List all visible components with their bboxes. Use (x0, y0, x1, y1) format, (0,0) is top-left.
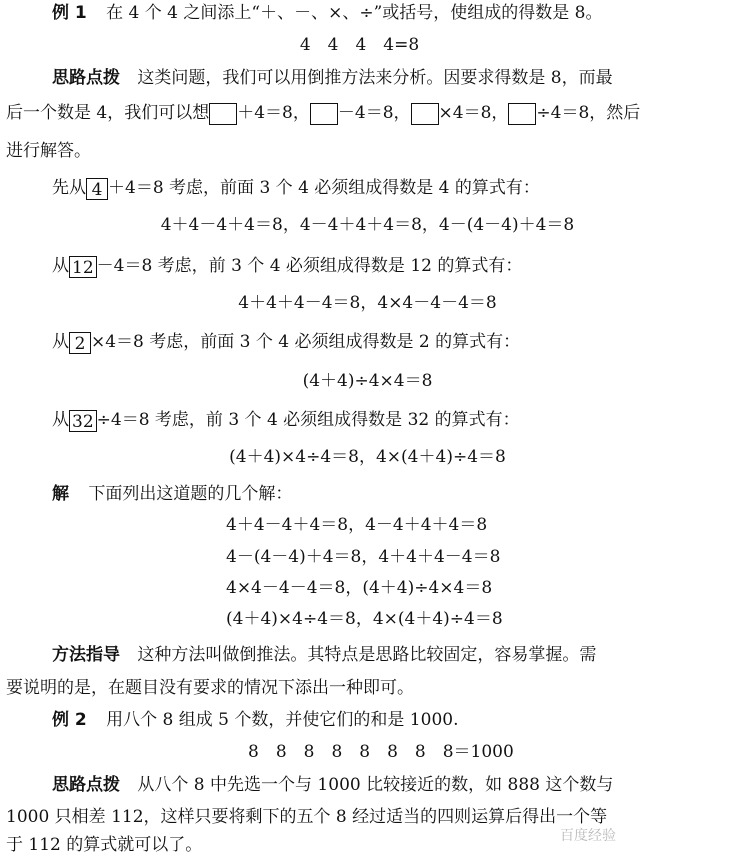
method-line-2: 要说明的是，在题目没有要求的情况下添出一种即可。 (6, 678, 414, 698)
step-4-formula: (4＋4)×4÷4＝8，4×(4＋4)÷4＝8 (229, 447, 506, 467)
step-1-box: 4 (86, 178, 108, 200)
hint-2-line-3: 于 112 的算式就可以了。 (6, 835, 203, 855)
example-1-equation: 4 4 4 4=8 (299, 35, 420, 55)
hint-1-line-2 (6, 102, 735, 125)
op-times: ×4＝8， (438, 103, 509, 123)
hint-1-line-2-pre: 后一个数是 4，我们可以想 (6, 103, 210, 123)
op-plus: ＋4＝8， (237, 103, 310, 123)
blank-box (508, 103, 536, 125)
step-4-line (52, 409, 735, 432)
hint-1-line-3: 进行解答。 (6, 141, 91, 161)
hint-1-label: 思路点拨 (52, 68, 120, 88)
method-label: 方法指导 (52, 645, 120, 665)
step-4-post: ÷4＝8 考虑，前 3 个 4 必须组成得数是 32 的算式有： (96, 410, 520, 430)
hint-1-line-1 (52, 67, 735, 89)
blank-box (209, 103, 237, 125)
method-text: 这种方法叫做倒推法。其特点是思路比较固定，容易掌握。需 (137, 645, 597, 665)
op-divide: ÷4＝8，然后 (536, 103, 641, 123)
step-1-pre: 先从 (52, 178, 86, 198)
solution-line-1: 4＋4－4＋4＝8，4－4＋4＋4＝8 (226, 515, 488, 535)
step-3-pre: 从 (52, 332, 69, 352)
method-line-1 (52, 644, 735, 666)
example-2-label: 例 2 (52, 710, 87, 730)
step-1-line (52, 177, 735, 200)
step-4-pre: 从 (52, 410, 69, 430)
solution-line-3: 4×4－4－4＝8，(4＋4)÷4×4＝8 (226, 578, 493, 598)
example-2-heading (52, 709, 735, 731)
example-2-text: 用八个 8 组成 5 个数，并使它们的和是 1000. (106, 710, 459, 730)
example-1-label: 例 1 (52, 3, 87, 23)
hint-2-line-1 (52, 774, 735, 796)
step-3-formula: (4＋4)÷4×4＝8 (302, 371, 433, 391)
solution-line-2: 4－(4－4)＋4＝8，4＋4＋4－4＝8 (226, 547, 501, 567)
solution-label: 解 (52, 484, 69, 504)
step-2-box: 12 (69, 256, 97, 278)
step-3-post: ×4＝8 考虑，前面 3 个 4 必须组成得数是 2 的算式有： (91, 332, 521, 352)
solution-text: 下面列出这道题的几个解： (88, 484, 293, 504)
step-2-pre: 从 (52, 256, 69, 276)
step-2-post: －4＝8 考虑，前 3 个 4 必须组成得数是 12 的算式有： (96, 256, 523, 276)
hint-2-text: 从八个 8 中先选一个与 1000 比较接近的数，如 888 这个数与 (137, 775, 614, 795)
watermark: 百度经验 (560, 828, 616, 844)
step-3-line (52, 331, 735, 354)
step-3-box: 2 (69, 332, 91, 354)
example-1-text: 在 4 个 4 之间添上“＋、－、×、÷”或括号，使组成的得数是 8。 (106, 3, 603, 23)
step-2-line (52, 255, 735, 278)
example-1-heading (52, 2, 735, 24)
blank-box (310, 103, 338, 125)
solution-heading (52, 483, 735, 505)
hint-1-text: 这类问题，我们可以用倒推方法来分析。因要求得数是 8，而最 (137, 68, 613, 88)
example-2-equation: 8 8 8 8 8 8 8 8＝1000 (248, 742, 514, 762)
step-1-post: ＋4＝8 考虑，前面 3 个 4 必须组成得数是 4 的算式有： (108, 178, 540, 198)
op-minus: －4＝8， (337, 103, 411, 123)
solution-line-4: (4＋4)×4÷4＝8，4×(4＋4)÷4＝8 (226, 609, 503, 629)
blank-box (411, 103, 439, 125)
hint-2-line-2: 1000 只相差 112，这样只要将剩下的五个 8 经过适当的四则运算后得出一个等 (6, 807, 608, 827)
hint-2-label: 思路点拨 (52, 775, 120, 795)
step-1-formula: 4＋4－4＋4＝8，4－4＋4＋4＝8，4－(4－4)＋4＝8 (160, 215, 575, 235)
step-4-box: 32 (69, 410, 97, 432)
step-2-formula: 4＋4＋4－4＝8，4×4－4－4＝8 (238, 293, 497, 313)
